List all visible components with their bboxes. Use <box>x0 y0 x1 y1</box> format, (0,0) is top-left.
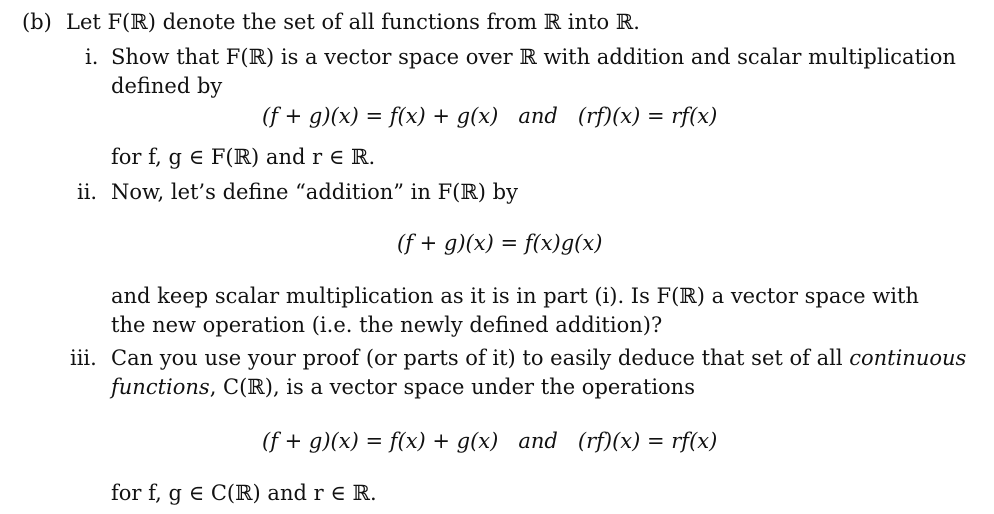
item-i-line1: Show that F(ℝ) is a vector space over ℝ with addition and scalar multiplication <box>111 45 956 69</box>
item-iii-equation: (f + g)(x) = f(x) + g(x) and (rf)(x) = rf(x) <box>262 429 718 453</box>
item-i-equation: (f + g)(x) = f(x) + g(x) and (rf)(x) = rf(x) <box>262 104 718 128</box>
item-ii-line1: Now, let’s define “addition” in F(ℝ) by <box>111 180 518 204</box>
item-iii-line3: for f, g ∈ C(ℝ) and r ∈ ℝ. <box>111 481 377 505</box>
item-i-line2: defined by <box>111 74 223 98</box>
part-b-intro: Let F(ℝ) denote the set of all functions from ℝ into ℝ. <box>66 10 640 34</box>
item-ii-equation: (f + g)(x) = f(x)g(x) <box>397 231 603 255</box>
item-ii-line3: the new operation (i.e. the newly defined addition)? <box>111 313 663 337</box>
item-ii-line2: and keep scalar multiplication as it is in part (i). Is F(ℝ) a vector space with <box>111 284 919 308</box>
item-i-line3: for f, g ∈ F(ℝ) and r ∈ ℝ. <box>111 145 376 169</box>
item-iii-emph-continuous: continuous <box>849 346 967 370</box>
item-iii-line2-text: , C(ℝ), is a vector space under the operations <box>209 375 695 399</box>
item-iii-line1-text: Can you use your proof (or parts of it) to easily deduce that set of all <box>111 346 850 370</box>
item-i-label: i. <box>85 45 99 69</box>
item-iii-emph-functions: functions <box>111 375 210 399</box>
item-iii-label: iii. <box>70 346 97 370</box>
part-b-label: (b) <box>22 10 52 34</box>
item-ii-label: ii. <box>77 180 98 204</box>
item-iii-line1 <box>111 348 966 369</box>
item-iii-line2 <box>111 377 695 398</box>
